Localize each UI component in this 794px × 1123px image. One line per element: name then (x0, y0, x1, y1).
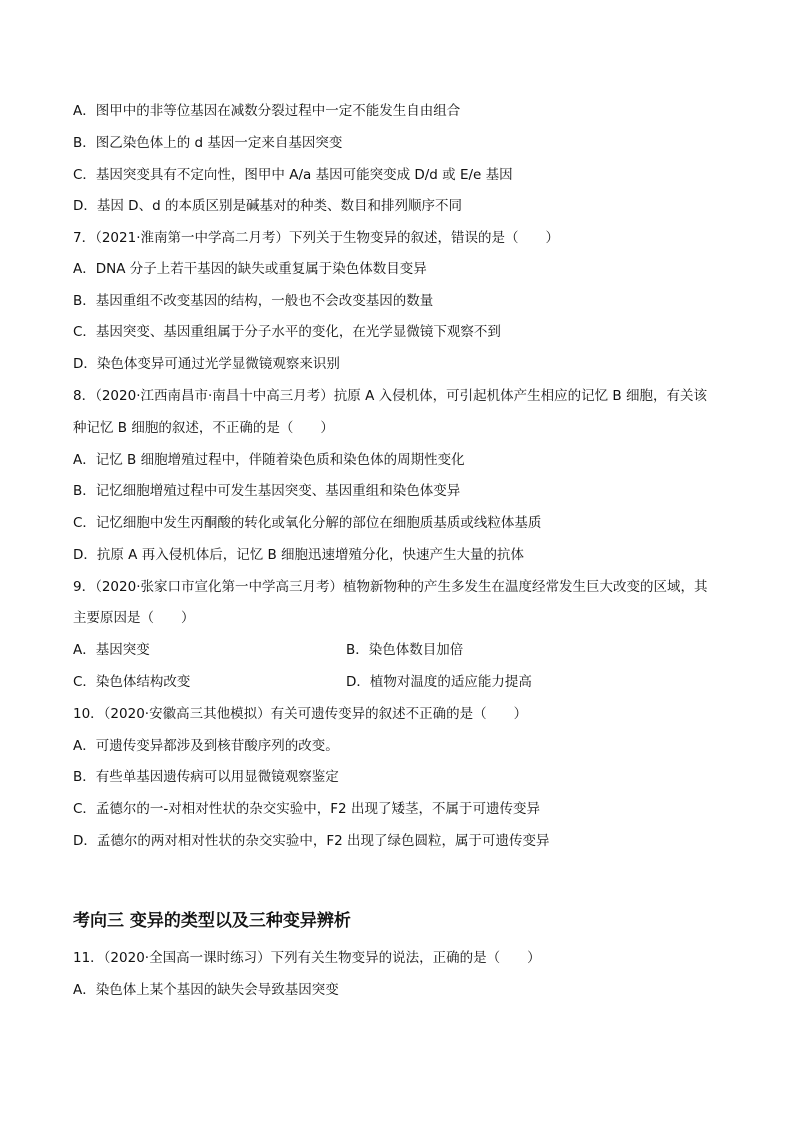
q8-option-d: D．抗原 A 再入侵机体后，记忆 B 细胞迅速增殖分化，快速产生大量的抗体 (73, 547, 525, 563)
q11-stem: 11．（2020·全国高一课时练习）下列有关生物变异的说法，正确的是（ ） (73, 950, 541, 966)
q8-stem-line1: 8．（2020·江西南昌市·南昌十中高三月考）抗原 A 入侵机体，可引起机体产生相应的记忆 B 细胞，有关该 (73, 388, 707, 404)
q8-option-a: A．记忆 B 细胞增殖过程中，伴随着染色质和染色体的周期性变化 (73, 452, 465, 468)
q6-option-d: D．基因 D、d 的本质区别是碱基对的种类、数目和排列顺序不同 (73, 198, 462, 214)
q9-option-a: A．基因突变 (73, 642, 150, 658)
q7-option-b: B．基因重组不改变基因的结构，一般也不会改变基因的数量 (73, 293, 434, 309)
q7-option-c: C．基因突变、基因重组属于分子水平的变化，在光学显微镜下观察不到 (73, 324, 501, 340)
q6-option-b: B．图乙染色体上的 d 基因一定来自基因突变 (73, 135, 343, 151)
section-heading: 考向三 变异的类型以及三种变异辨析 (73, 911, 351, 931)
q8-option-c: C．记忆细胞中发生丙酮酸的转化或氧化分解的部位在细胞质基质或线粒体基质 (73, 515, 542, 531)
q9-stem-line1: 9．（2020·张家口市宣化第一中学高三月考）植物新物种的产生多发生在温度经常发生巨大改变的区域，其 (73, 579, 708, 595)
q7-stem: 7．（2021·淮南第一中学高二月考）下列关于生物变异的叙述，错误的是（ ） (73, 230, 559, 246)
q9-option-d: D．植物对温度的适应能力提高 (346, 674, 532, 690)
q7-option-d: D．染色体变异可通过光学显微镜观察来识别 (73, 356, 340, 372)
q10-option-b: B．有些单基因遗传病可以用显微镜观察鉴定 (73, 769, 339, 785)
q10-option-a: A．可遗传变异都涉及到核苷酸序列的改变。 (73, 738, 339, 754)
q6-option-a: A．图甲中的非等位基因在减数分裂过程中一定不能发生自由组合 (73, 103, 461, 119)
q9-stem-line2: 主要原因是（ ） (73, 610, 195, 626)
q10-option-d: D．孟德尔的两对相对性状的杂交实验中，F2 出现了绿色圆粒，属于可遗传变异 (73, 833, 550, 849)
q11-option-a: A．染色体上某个基因的缺失会导致基因突变 (73, 982, 339, 998)
q10-option-c: C．孟德尔的一-对相对性状的杂交实验中，F2 出现了矮茎，不属于可遗传变异 (73, 801, 540, 817)
q9-option-b: B．染色体数目加倍 (346, 642, 464, 658)
q10-stem: 10．（2020·安徽高三其他模拟）有关可遗传变异的叙述不正确的是（ ） (73, 706, 528, 722)
q6-option-c: C．基因突变具有不定向性，图甲中 A/a 基因可能突变成 D/d 或 E/e 基因 (73, 167, 513, 183)
q8-option-b: B．记忆细胞增殖过程中可发生基因突变、基因重组和染色体变异 (73, 483, 461, 499)
q9-option-c: C．染色体结构改变 (73, 674, 191, 690)
q7-option-a: A．DNA 分子上若干基因的缺失或重复属于染色体数目变异 (73, 261, 427, 277)
q8-stem-line2: 种记忆 B 细胞的叙述，不正确的是（ ） (73, 420, 334, 436)
